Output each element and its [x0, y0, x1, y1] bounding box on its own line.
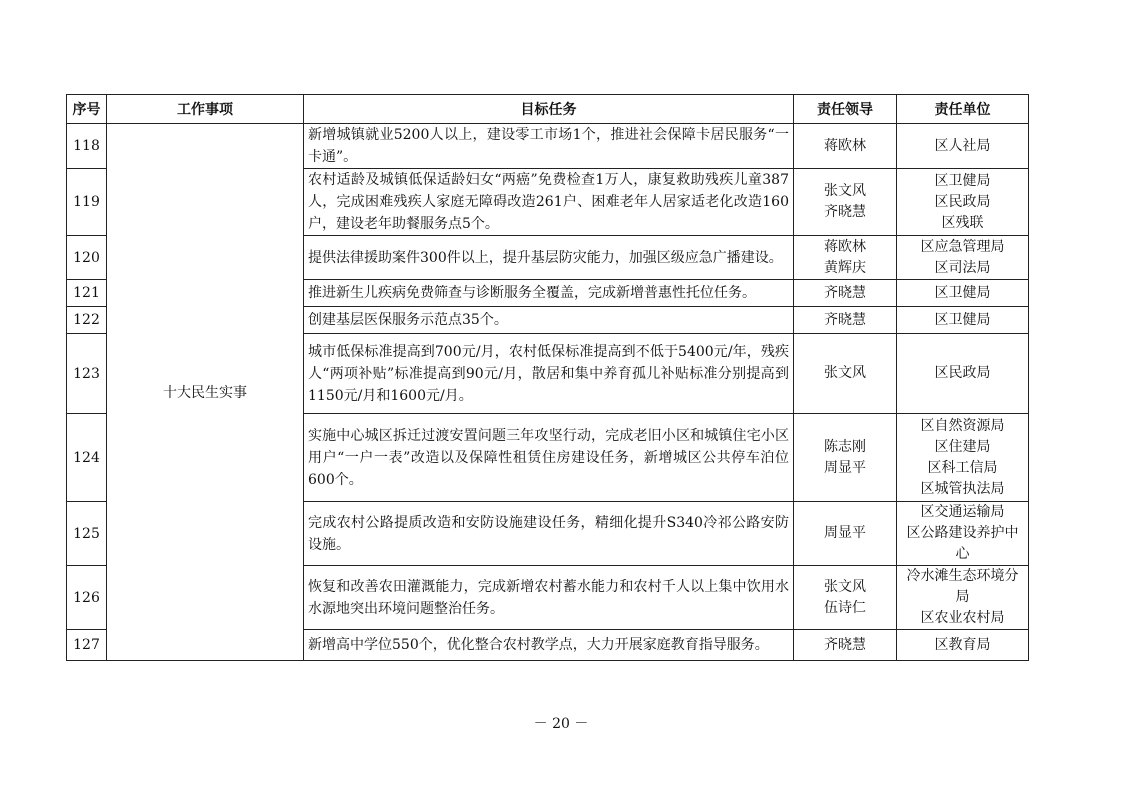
unit-cell: [897, 124, 1029, 169]
leader-cell: [794, 414, 897, 502]
unit-name: 区公路建设养护中心: [906, 525, 1019, 562]
header-leader: 责任领导: [794, 95, 897, 124]
unit-name: 区交通运输局: [920, 504, 1005, 520]
leader-name: 齐晓慧: [824, 204, 866, 220]
table-row: [67, 124, 1029, 169]
task-cell: 提供法律援助案件300件以上，提升基层防灾能力，加强区级应急广播建设。: [304, 236, 794, 280]
task-cell: 创建基层医保服务示范点35个。: [304, 307, 794, 334]
unit-cell: [897, 630, 1029, 661]
leader-name: 周显平: [824, 525, 866, 541]
leader-name: 张文风: [824, 183, 866, 199]
unit-name: 区应急管理局: [920, 238, 1005, 255]
unit-cell: [897, 566, 1029, 630]
leader-name: 蒋欧林: [824, 238, 866, 255]
unit-name: 区民政局: [934, 365, 991, 381]
unit-cell: [897, 169, 1029, 236]
leader-cell: [794, 630, 897, 661]
row-number: 120: [67, 236, 107, 280]
category-cell: 十大民生实事: [107, 124, 304, 661]
header-no: 序号: [67, 95, 107, 124]
task-cell: 完成农村公路提质改造和安防设施建设任务，精细化提升S340冷祁公路安防设施。: [304, 502, 794, 566]
leader-name: 伍诗仁: [824, 599, 866, 616]
work-items-table: [66, 94, 1029, 661]
task-cell: 新增高中学位550个，优化整合农村教学点，大力开展家庭教育指导服务。: [304, 630, 794, 661]
unit-cell: [897, 280, 1029, 307]
unit-name: 区教育局: [934, 636, 991, 653]
task-cell: 恢复和改善农田灌溉能力，完成新增农村蓄水能力和农村千人以上集中饮用水水源地突出环境问题整治任务。: [304, 566, 794, 630]
leader-cell: [794, 566, 897, 630]
task-cell: 推进新生儿疾病免费筛查与诊断服务全覆盖，完成新增普惠性托位任务。: [304, 280, 794, 307]
row-number: 119: [67, 169, 107, 236]
leader-cell: [794, 124, 897, 169]
leader-cell: [794, 307, 897, 334]
row-number: 125: [67, 502, 107, 566]
unit-name: 区住建局: [934, 438, 991, 455]
task-cell: 新增城镇就业5200人以上，建设零工市场1个，推进社会保障卡居民服务“一卡通”。: [304, 124, 794, 169]
leader-name: 陈志刚: [824, 438, 866, 455]
row-number: 126: [67, 566, 107, 630]
unit-name: 区司法局: [934, 259, 991, 276]
task-cell: 城市低保标准提高到700元/月，农村低保标准提高到不低于5400元/年，残疾人“两项补贴”标准提高到90元/月，散居和集中养育孤儿补贴标准分别提高到1150元/月和1600元/月。: [304, 334, 794, 414]
unit-name: 区自然资源局: [920, 417, 1005, 434]
table-header-row: [67, 95, 1029, 124]
leader-cell: [794, 502, 897, 566]
unit-name: 区农业农村局: [920, 610, 1005, 626]
leader-name: 齐晓慧: [824, 284, 866, 301]
row-number: 121: [67, 280, 107, 307]
unit-name: 区残联: [941, 214, 984, 231]
row-number: 122: [67, 307, 107, 334]
task-cell: 农村适龄及城镇低保适龄妇女“两癌”免费检查1万人，康复救助残疾儿童387人，完成困难残疾人家庭无障碍改造261户、困难老年人居家适老化改造160户，建设老年助餐服务点5个。: [304, 169, 794, 236]
row-number: 123: [67, 334, 107, 414]
leader-name: 齐晓慧: [824, 636, 866, 653]
leader-name: 齐晓慧: [824, 311, 866, 328]
unit-cell: [897, 502, 1029, 566]
leader-cell: [794, 236, 897, 280]
task-cell: 实施中心城区拆迁过渡安置问题三年攻坚行动，完成老旧小区和城镇住宅小区用户“一户一表”改造以及保障性租赁住房建设任务，新增城区公共停车泊位600个。: [304, 414, 794, 502]
leader-cell: [794, 169, 897, 236]
header-unit: 责任单位: [897, 95, 1029, 124]
leader-cell: [794, 334, 897, 414]
unit-name: 区卫健局: [934, 311, 991, 328]
unit-name: 区卫健局: [934, 172, 991, 189]
leader-name: 黄辉庆: [824, 259, 866, 276]
unit-name: 区城管执法局: [920, 480, 1005, 497]
leader-name: 蒋欧林: [824, 137, 866, 154]
row-number: 124: [67, 414, 107, 502]
row-number: 118: [67, 124, 107, 169]
leader-name: 周显平: [824, 459, 866, 476]
unit-cell: [897, 236, 1029, 280]
unit-name: 冷水滩生态环境分局: [906, 568, 1019, 605]
leader-name: 张文风: [824, 578, 866, 595]
unit-cell: [897, 307, 1029, 334]
table-body: [67, 124, 1029, 661]
page-number: － 20 －: [533, 716, 589, 732]
unit-name: 区卫健局: [934, 284, 991, 301]
leader-name: 张文风: [824, 365, 866, 381]
header-task: 目标任务: [304, 95, 794, 124]
unit-name: 区人社局: [934, 137, 991, 154]
header-category: 工作事项: [107, 95, 304, 124]
row-number: 127: [67, 630, 107, 661]
leader-cell: [794, 280, 897, 307]
unit-name: 区民政局: [934, 193, 991, 210]
unit-cell: [897, 334, 1029, 414]
unit-cell: [897, 414, 1029, 502]
unit-name: 区科工信局: [927, 459, 998, 476]
